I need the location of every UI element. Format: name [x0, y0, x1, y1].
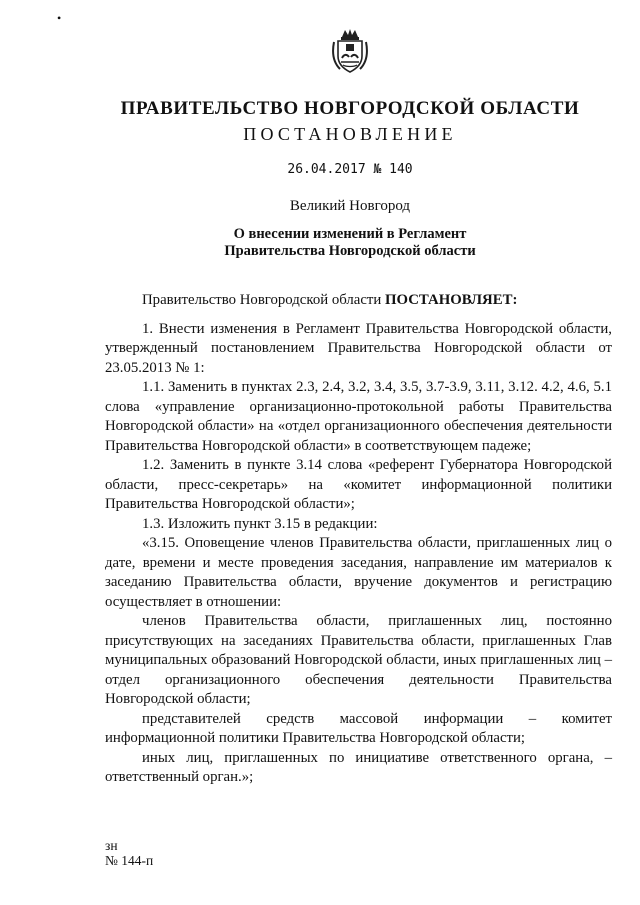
paragraph-3-15: «3.15. Оповещение членов Правительства области, приглашенных лиц о дате, времени и месте проведения заседания, направление им материалов к заседанию Правительства области, вручение документов и регистрацию осуществляет в отношении: [105, 535, 612, 610]
intro-text: Правительство Новгородской области [142, 292, 382, 308]
document-body [105, 291, 612, 788]
coat-of-arms-icon [330, 28, 370, 74]
intro-bold: ПОСТАНОВЛЯЕТ: [385, 292, 518, 308]
paragraph-members: членов Правительства области, приглашенных лиц, постоянно присутствующих на заседаниях Правительства области, приглашенных Глав муниципальных образований Новгородской области, иных приглашенных лиц – отдел организационного обеспечения деятельности Правительства Новгородской области; [105, 613, 612, 707]
paragraph-item-1-3: 1.3. Изложить пункт 3.15 в редакции: [142, 515, 378, 532]
registration-number: № 144-п [105, 853, 154, 868]
paragraph-item-1-1: 1.1. Заменить в пунктах 2.3, 2.4, 3.2, 3.4, 3.5, 3.7-3.9, 3.11, 3.12. 4.2, 4.6, 5.1 слова «управление организационно-протокольной работы Правительства Новгородской области» на «отдел организационного обеспечения деятельности Правительства Новгородской области» в соответствующем падеже; [105, 379, 612, 454]
paragraph-item-1: 1. Внести изменения в Регламент Правительства Новгородской области, утвержденный постановлением Правительства Новгородской области от 23.05.2013 № 1: [105, 320, 612, 376]
intro-paragraph [105, 291, 612, 311]
paragraph-other-persons: иных лиц, приглашенных по инициативе ответственного органа, – ответственный орган.»; [105, 749, 612, 785]
subject-line-1: О внесении изменений в Регламент [233, 226, 467, 242]
document-type: ПОСТАНОВЛЕНИЕ [243, 124, 457, 144]
paragraph-media: представителей средств массовой информации – комитет информационной политики Правительства Новгородской области; [105, 710, 612, 746]
document-date-number: 26.04.2017 № 140 [287, 162, 413, 177]
document-subject [0, 226, 640, 260]
registration-mark [105, 838, 153, 868]
registration-initials: зн [105, 838, 118, 853]
subject-line-2: Правительства Новгородской области [224, 243, 476, 259]
document-city: Великий Новгород [289, 198, 411, 214]
paragraph-item-1-2: 1.2. Заменить в пункте 3.14 слова «референт Губернатора Новгородской области, пресс-секретарь» на «комитет информационной политики Правительства Новгородской области»; [105, 457, 612, 512]
corner-mark: • [57, 11, 62, 25]
government-title: ПРАВИТЕЛЬСТВО НОВГОРОДСКОЙ ОБЛАСТИ [120, 98, 580, 119]
